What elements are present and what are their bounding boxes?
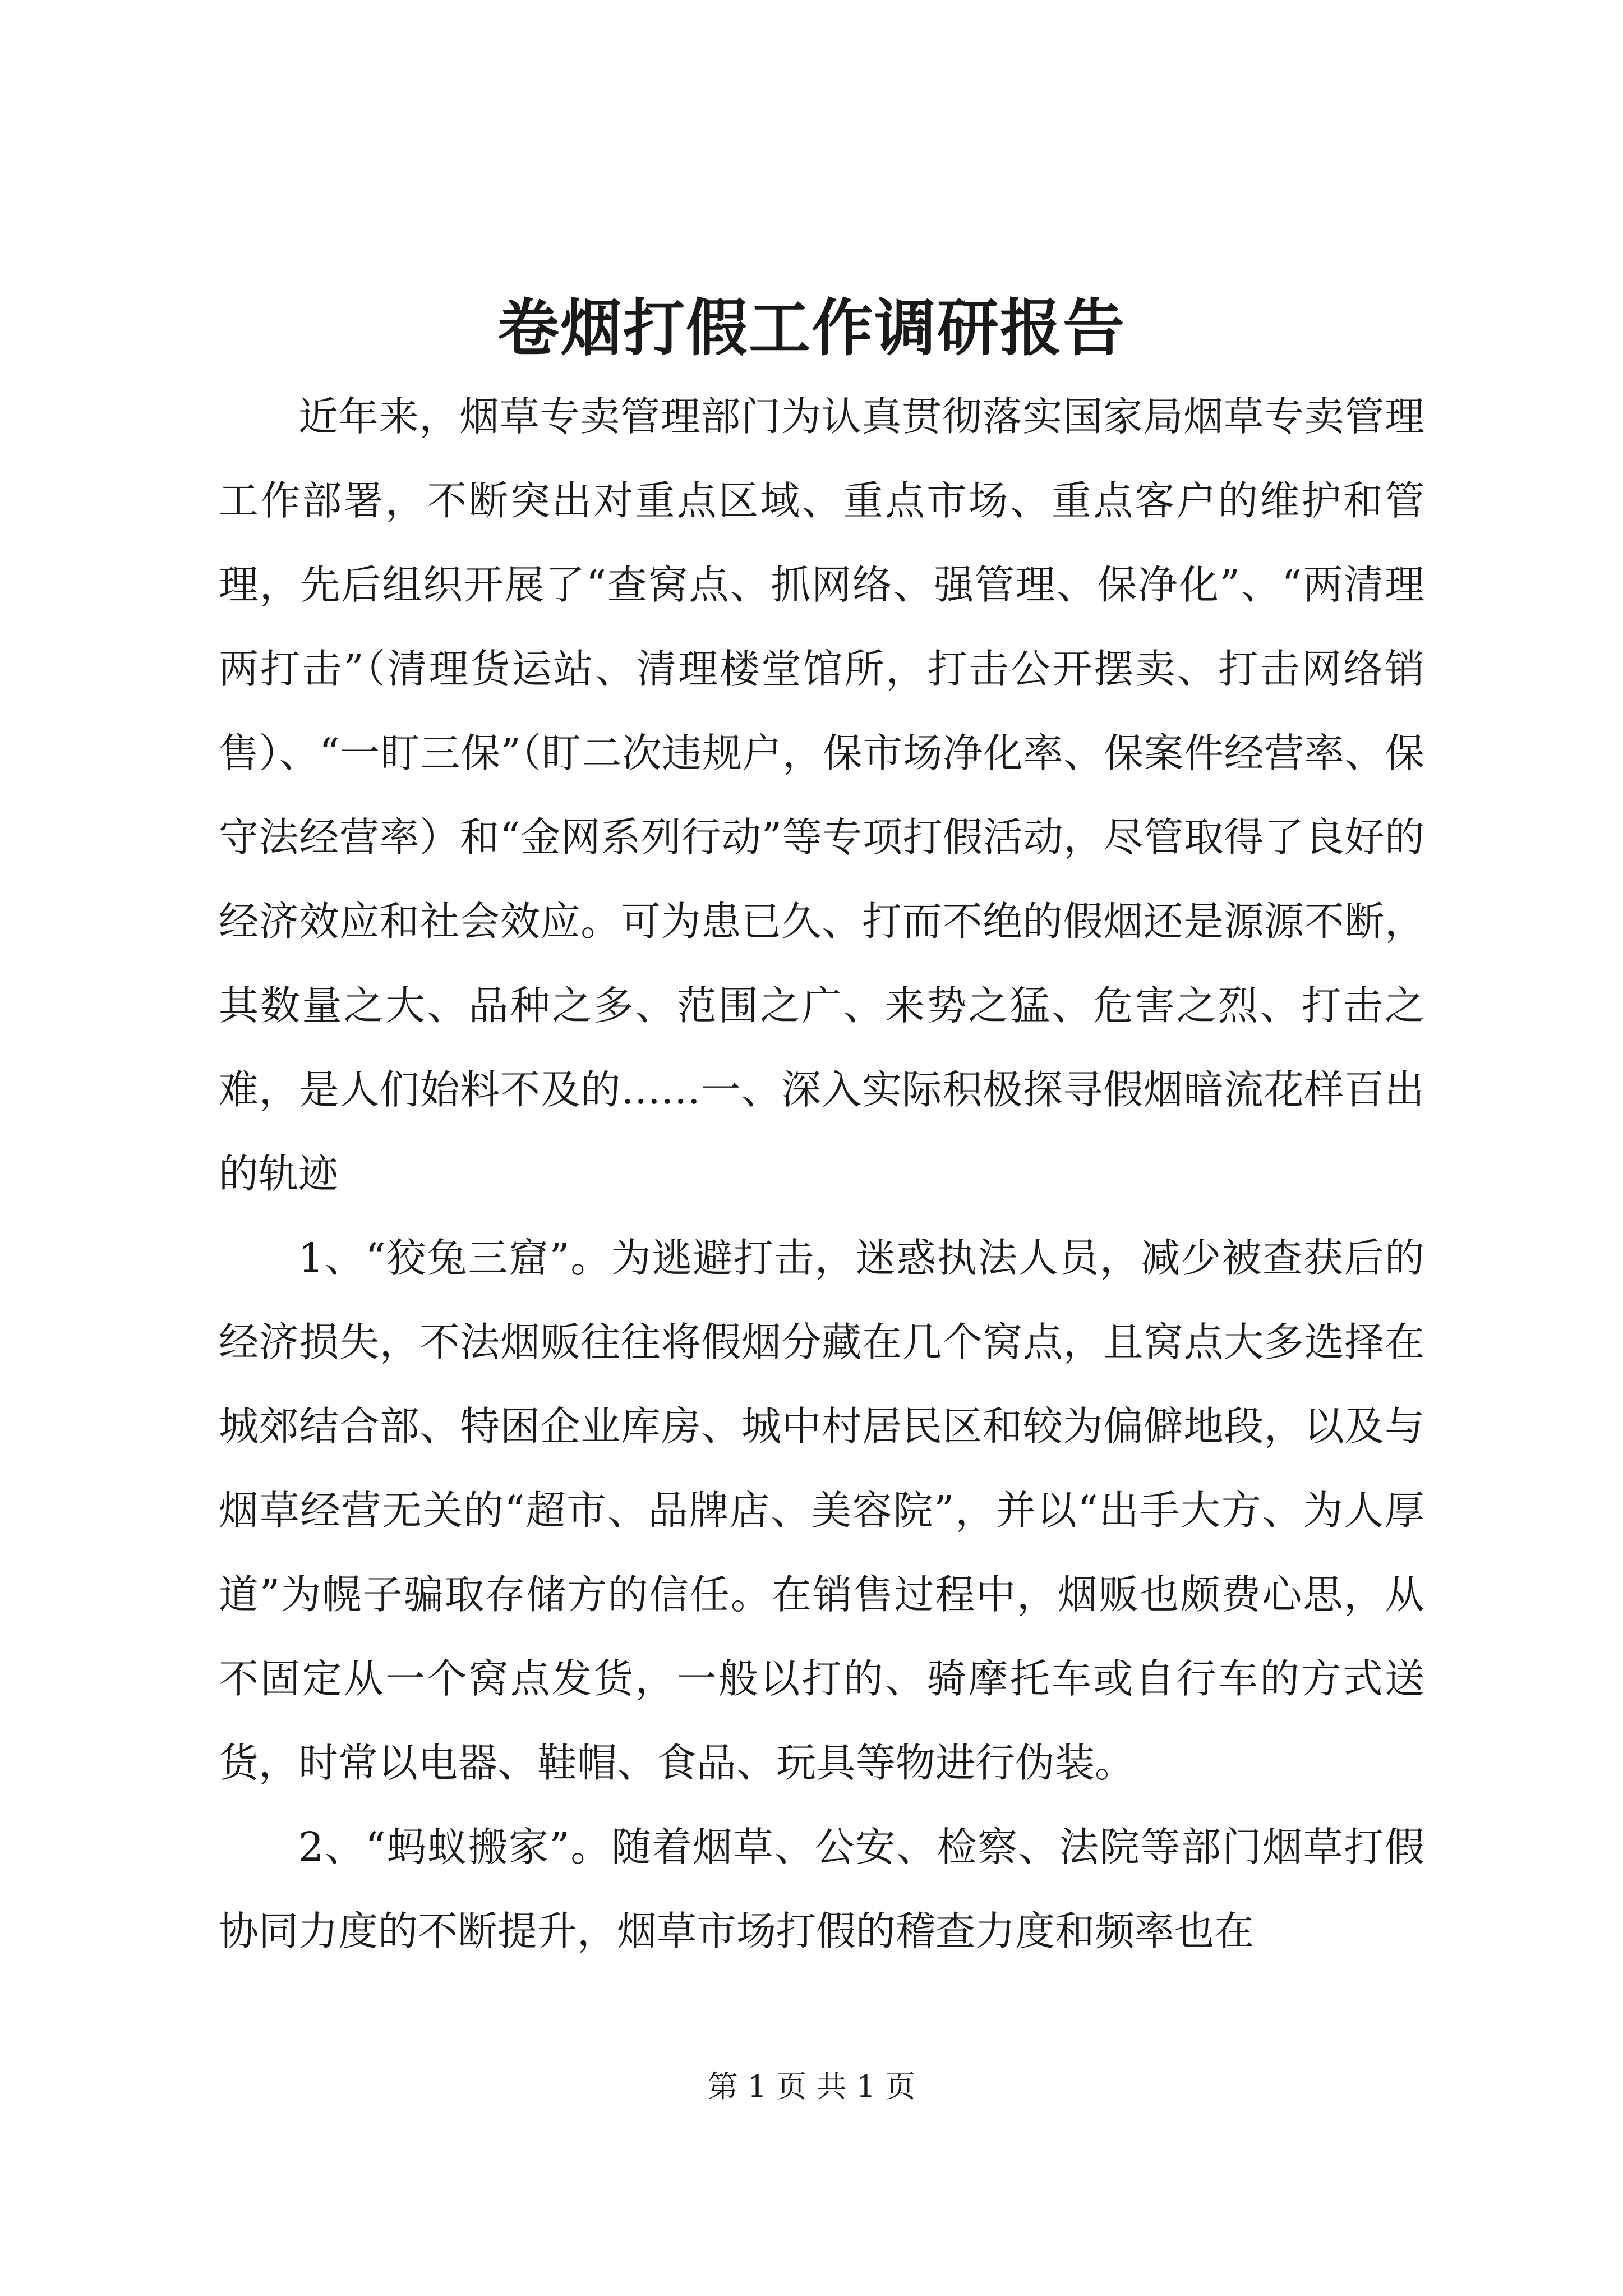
body-paragraph: 1、“狡兔三窟”。为逃避打击，迷惑执法人员，减少被查获后的经济损失，不法烟贩往往将假烟分藏在几个窝点，且窝点大多选择在城郊结合部、特困企业库房、城中村居民区和较为偏僻地段，以及与烟草经营无关的“超市、品牌店、美容院”，并以“出手大方、为人厚道”为幌子骗取存储方的信任。在销售过程中，烟贩也颇费心思，从不固定从一个窝点发货，一般以打的、骑摩托车或自行车的方式送货，时常以电器、鞋帽、食品、玩具等物进行伪装。 <box>219 1235 1424 1786</box>
document-title: 卷烟打假工作调研报告 <box>497 292 1126 364</box>
body-paragraph: 近年来，烟草专卖管理部门为认真贯彻落实国家局烟草专卖管理工作部署，不断突出对重点区域、重点市场、重点客户的维护和管理，先后组织开展了“查窝点、抓网络、强管理、保净化”、“两清理两打击”（清理货运站、清理楼堂馆所，打击公开摆卖、打击网络销售）、“一盯三保”（盯二次违规户，保市场净化率、保案件经营率、保守法经营率）和“金网系列行动”等专项打假活动，尽管取得了良好的经济效应和社会效应。可为患已久、打而不绝的假烟还是源源不断，其数量之大、品种之多、范围之广、来势之猛、危害之烈、打击之难，是人们始料不及的……一、深入实际积极探寻假烟暗流花样百出的轨迹 <box>219 393 1424 1197</box>
document-body <box>219 375 1424 1973</box>
page-footer: 第 1 页 共 1 页 <box>707 2069 916 2104</box>
body-paragraph: 2、“蚂蚁搬家”。随着烟草、公安、检察、法院等部门烟草打假协同力度的不断提升，烟草市场打假的稽查力度和频率也在 <box>219 1824 1424 1954</box>
